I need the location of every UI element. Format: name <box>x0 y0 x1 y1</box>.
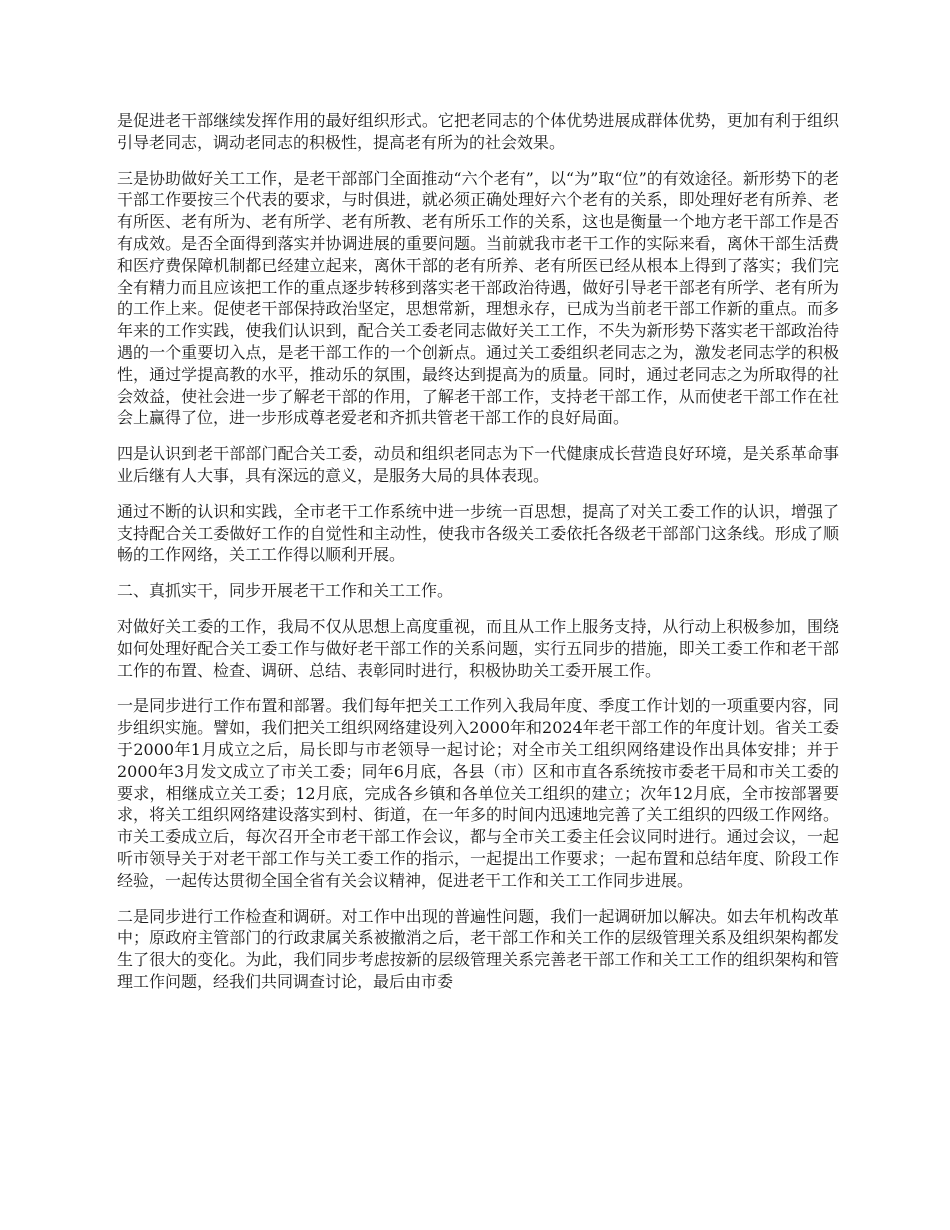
paragraph: 二是同步进行工作检查和调研。对工作中出现的普遍性问题，我们一起调研加以解决。如去年机构改革中；原政府主管部门的行政隶属关系被撤消之后，老干部工作和关工作的层级管理关系及组织架构都发生了很大的变化。为此，我们同步考虑按新的层级管理关系完善老干部工作和关工工作的组织架构和管理工作问题，经我们共同调查讨论，最后由市委 <box>117 906 839 991</box>
document-body <box>117 110 839 1007</box>
paragraph: 通过不断的认识和实践，全市老干工作系统中进一步统一百思想，提高了对关工委工作的认识，增强了支持配合关工委做好工作的自觉性和主动性，使我市各级关工委依托各级老干部部门这条线。形成了顺畅的工作网络，关工工作得以顺利开展。 <box>117 501 839 565</box>
section-heading: 二、真抓实干，同步开展老干工作和关工工作。 <box>117 581 454 601</box>
paragraph: 一是同步进行工作布置和部署。我们每年把关工工作列入我局年度、季度工作计划的一项重要内容，同步组织实施。譬如，我们把关工组织网络建设列入2000年和2024年老干部工作的年度计划。省关工委于2000年1月成立之后，局长即与市老领导一起讨论；对全市关工组织网络建设作出具体安排；并于2000年3月发文成立了市关工委；同年6月底，各县（市）区和市直各系统按市委老干局和市关工委的要求，相继成立关工委；12月底，完成各乡镇和各单位关工组织的建立；次年12月底，全市按部署要求，将关工组织网络建设落实到村、街道，在一年多的时间内迅速地完善了关工组织的四级工作网络。市关工委成立后，每次召开全市老干部工作会议，都与全市关工委主任会议同时进行。通过会议，一起听市领导关于对老干部工作与关工委工作的指示，一起提出工作要求；一起布置和总结年度、阶段工作经验，一起传达贯彻全国全省有关会议精神，促进老干工作和关工工作同步进展。 <box>117 696 839 890</box>
paragraph: 对做好关工委的工作，我局不仅从思想上高度重视，而且从工作上服务支持，从行动上积极参加，围绕如何处理好配合关工委工作与做好老干部工作的关系问题，实行五同步的措施，即关工委工作和老干部工作的布置、检查、调研、总结、表彰同时进行，积极协助关工委开展工作。 <box>117 616 839 680</box>
paragraph: 是促进老干部继续发挥作用的最好组织形式。它把老同志的个体优势进展成群体优势，更加有利于组织引导老同志，调动老同志的积极性，提高老有所为的社会效果。 <box>117 111 839 152</box>
paragraph: 四是认识到老干部部门配合关工委，动员和组织老同志为下一代健康成长营造良好环境，是关系革命事业后继有人大事，具有深远的意义，是服务大局的具体表现。 <box>117 444 839 485</box>
paragraph: 三是协助做好关工工作，是老干部部门全面推动“六个老有”，以“为”取“位”的有效途径。新形势下的老干部工作要按三个代表的要求，与时俱进，就必须正确处理好六个老有的关系，即处理好老有所养、老有所医、老有所为、老有所学、老有所教、老有所乐工作的关系，这也是衡量一个地方老干部工作是否有成效。是否全面得到落实并协调进展的重要问题。当前就我市老干工作的实际来看，离休干部生活费和医疗费保障机制都已经建立起来，离休干部的老有所养、老有所医已经从根本上得到了落实；我们完全有精力而且应该把工作的重点逐步转移到落实老干部政治待遇，做好引导老干部老有所学、老有所为的工作上来。促使老干部保持政治坚定，思想常新，理想永存，已成为当前老干部工作新的重点。而多年来的工作实践，使我们认识到，配合关工委老同志做好关工工作，不失为新形势下落实老干部政治待遇的一个重要切入点，是老干部工作的一个创新点。通过关工委组织老同志之为，激发老同志学的积极性，通过学提高教的水平，推动乐的氛围，最终达到提高为的质量。同时，通过老同志之为所取得的社会效益，使社会进一步了解老干部的作用，了解老干部工作，支持老干部工作，从而使老干部工作在社会上赢得了位，进一步形成尊老爱老和齐抓共管老干部工作的良好局面。 <box>117 168 839 428</box>
